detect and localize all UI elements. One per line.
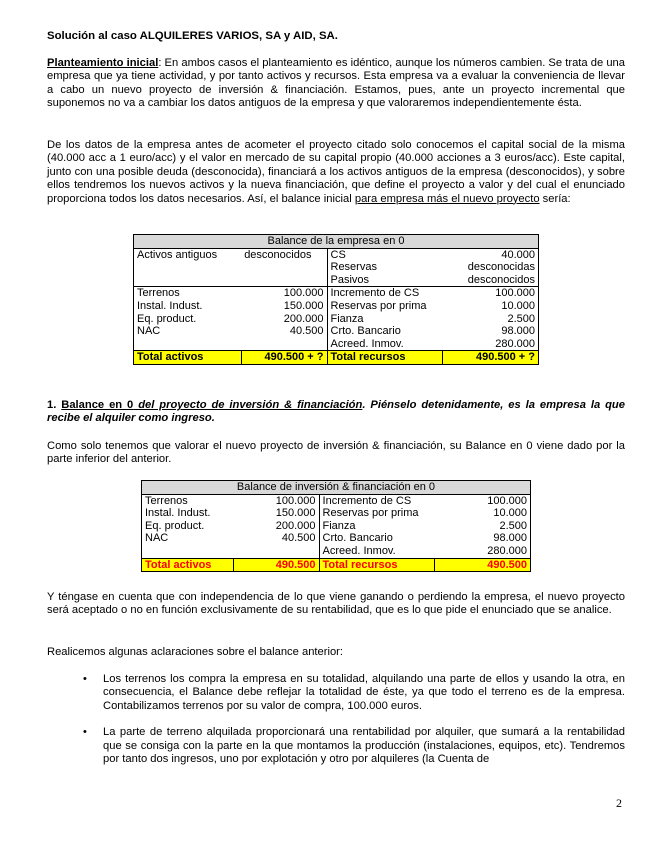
table-cell: 200.000: [241, 313, 327, 326]
page-number: 2: [616, 796, 622, 810]
table-cell: desconocidas: [443, 261, 539, 274]
table-cell: 100.000: [241, 287, 327, 300]
table-cell: Instal. Indust.: [142, 507, 234, 520]
table-row: [142, 545, 531, 558]
table-cell: 10.000: [435, 507, 531, 520]
table-cell: 490.500: [233, 558, 319, 572]
table-cell: Total activos: [134, 351, 242, 365]
table-row: [142, 532, 531, 545]
table-cell: Terrenos: [134, 287, 242, 300]
table-cell: 490.500: [435, 558, 531, 572]
table-cell: 490.500 + ?: [443, 351, 539, 365]
table-cell: Eq. product.: [134, 313, 242, 326]
intro-lead: Planteamiento inicial: [47, 57, 159, 69]
data-paragraph: [47, 139, 625, 206]
table-cell: 40.000: [443, 248, 539, 261]
table-cell: Crto. Bancario: [330, 325, 401, 338]
table-row: [134, 287, 539, 300]
table-cell: desconocidos: [241, 248, 327, 261]
table-cell: CS: [330, 248, 346, 261]
table-cell: NAC: [134, 325, 242, 338]
section-heading-note: . Piénselo detenidamente, es la empresa la que recibe el alquiler como ingreso.: [47, 399, 625, 425]
bullet-icon: •: [83, 673, 87, 685]
table-cell: Fianza: [322, 519, 356, 532]
table-cell: 200.000: [233, 520, 319, 533]
table-cell: 100.000: [443, 287, 539, 300]
table-header: Balance de la empresa en 0: [134, 235, 539, 249]
table-cell: 98.000: [435, 532, 531, 545]
section-heading-underlined: Balance en 0: [61, 399, 134, 411]
table-cell: 150.000: [241, 300, 327, 313]
table-cell: Reservas por prima: [330, 299, 427, 312]
table-row: [142, 520, 531, 533]
page-title: Solución al caso ALQUILERES VARIOS, SA y AID, SA.: [47, 30, 338, 42]
table-cell: NAC: [142, 532, 234, 545]
table-cell: Fianza: [330, 312, 364, 325]
table-cell: 280.000: [443, 338, 539, 351]
list-item: [47, 673, 625, 713]
table-cell: 490.500 + ?: [241, 351, 327, 365]
table-cell: Acreed. Inmov.: [322, 544, 396, 557]
data-paragraph-text: De los datos de la empresa antes de acometer el proyecto citado solo conocemos el capital social de la misma (40.000 acc a 1 euro/acc) y el valor en mercado de su capital propio (40.000 acciones a 3 euros/acc). Este capital, junto con una posible deuda (desconocida), financiará a los activos antiguos de la empresa (desconocidos), y sobre ellos tendremos los nuevos activos y la nueva financiación, que define el proyecto a valor y del cual el enunciado proporciona todos los datos necesarios. Así, el balance inicial: [47, 139, 625, 205]
table-row: [142, 494, 531, 507]
table-cell: 10.000: [443, 300, 539, 313]
table-total-row: [134, 351, 539, 365]
table-cell: 2.500: [435, 520, 531, 533]
balance-table-company: [133, 234, 539, 365]
table-cell: Pasivos: [330, 273, 370, 286]
table-cell: 100.000: [435, 494, 531, 507]
section-heading: [47, 399, 625, 426]
list-item-text: Los terrenos los compra la empresa en su totalidad, alquilando una parte de ellos y usando la otra, en consecuencia, el Balance debe reflejar la totalidad de éste, ya que todo el terreno es de la empresa. Contabilizamos terrenos por su valor de compra, 100.000 euros.: [103, 673, 625, 712]
list-item: [47, 726, 625, 766]
bullet-icon: •: [83, 726, 87, 739]
section-heading-italic: del proyecto de inversión & financiación: [133, 399, 363, 411]
table-cell: Total activos: [142, 558, 234, 572]
table-row: [134, 300, 539, 313]
intro-text: : En ambos casos el planteamiento es idéntico, aunque los números cambien. Se trata de una empresa que ya tiene actividad, y por tanto activos y recursos. Esta empresa va a evaluar la conveniencia de llevar a cabo un nuevo proyecto de inversión & financiación. Estamos, pues, ante un proyecto incremental que suponemos no va a cambiar los datos antiguos de la empresa y que valoraremos independientemente ésta.: [47, 57, 625, 110]
table-cell: Incremento de CS: [322, 494, 412, 507]
balance-table-project: [141, 480, 531, 572]
table-cell: 150.000: [233, 507, 319, 520]
table-cell: 280.000: [435, 545, 531, 558]
table-cell: Acreed. Inmov.: [330, 337, 404, 350]
clarifications-list: [47, 673, 625, 766]
table-cell: 2.500: [443, 313, 539, 326]
table-header: Balance de inversión & financiación en 0: [142, 481, 531, 495]
list-item-text: La parte de terreno alquilada proporcionará una rentabilidad por alquiler, que sumará a la rentabilidad que se consiga con la parte en la que montamos la producción (instalaciones, equipos, etc). Tendremos por tanto dos ingresos, uno por explotación y otro por alquileres (la Cuenta de: [103, 726, 625, 766]
table-total-row: [142, 558, 531, 572]
independence-paragraph: Y téngase en cuenta que con independencia de lo que viene ganando o perdiendo la empresa, el nuevo proyecto será aceptado o no en función exclusivamente de su rentabilidad, que es lo que pide el enunciado que se analice.: [47, 591, 625, 617]
intro-paragraph: [47, 57, 625, 111]
table-row: [142, 507, 531, 520]
table-cell: Crto. Bancario: [322, 532, 393, 545]
table-row: [134, 325, 539, 338]
table-cell: Reservas: [330, 261, 377, 274]
data-paragraph-underlined: para empresa más el nuevo proyecto: [354, 192, 540, 205]
table-cell: Total recursos: [319, 558, 435, 572]
table-cell: 40.500: [241, 325, 327, 338]
table-row: [134, 338, 539, 351]
table-cell: Incremento de CS: [327, 287, 443, 300]
table-cell: 98.000: [443, 325, 539, 338]
table-row: [134, 313, 539, 326]
section-number: 1.: [47, 399, 62, 411]
table-cell: Terrenos: [142, 494, 234, 507]
table-cell: Total recursos: [327, 351, 443, 365]
table-cell: Activos antiguos: [134, 248, 242, 261]
table-cell: 100.000: [233, 494, 319, 507]
table-cell: desconocidos: [443, 274, 539, 287]
project-paragraph: Como solo tenemos que valorar el nuevo proyecto de inversión & financiación, su Balance en 0 viene dado por la parte inferior del anterior.: [47, 440, 625, 466]
clarifications-intro: Realicemos algunas aclaraciones sobre el balance anterior:: [47, 646, 344, 658]
table-cell: Instal. Indust.: [134, 300, 242, 313]
table-cell: Eq. product.: [142, 520, 234, 533]
table-cell: 40.500: [233, 532, 319, 545]
table-cell: Reservas por prima: [322, 507, 419, 520]
data-paragraph-tail: sería:: [539, 192, 571, 205]
